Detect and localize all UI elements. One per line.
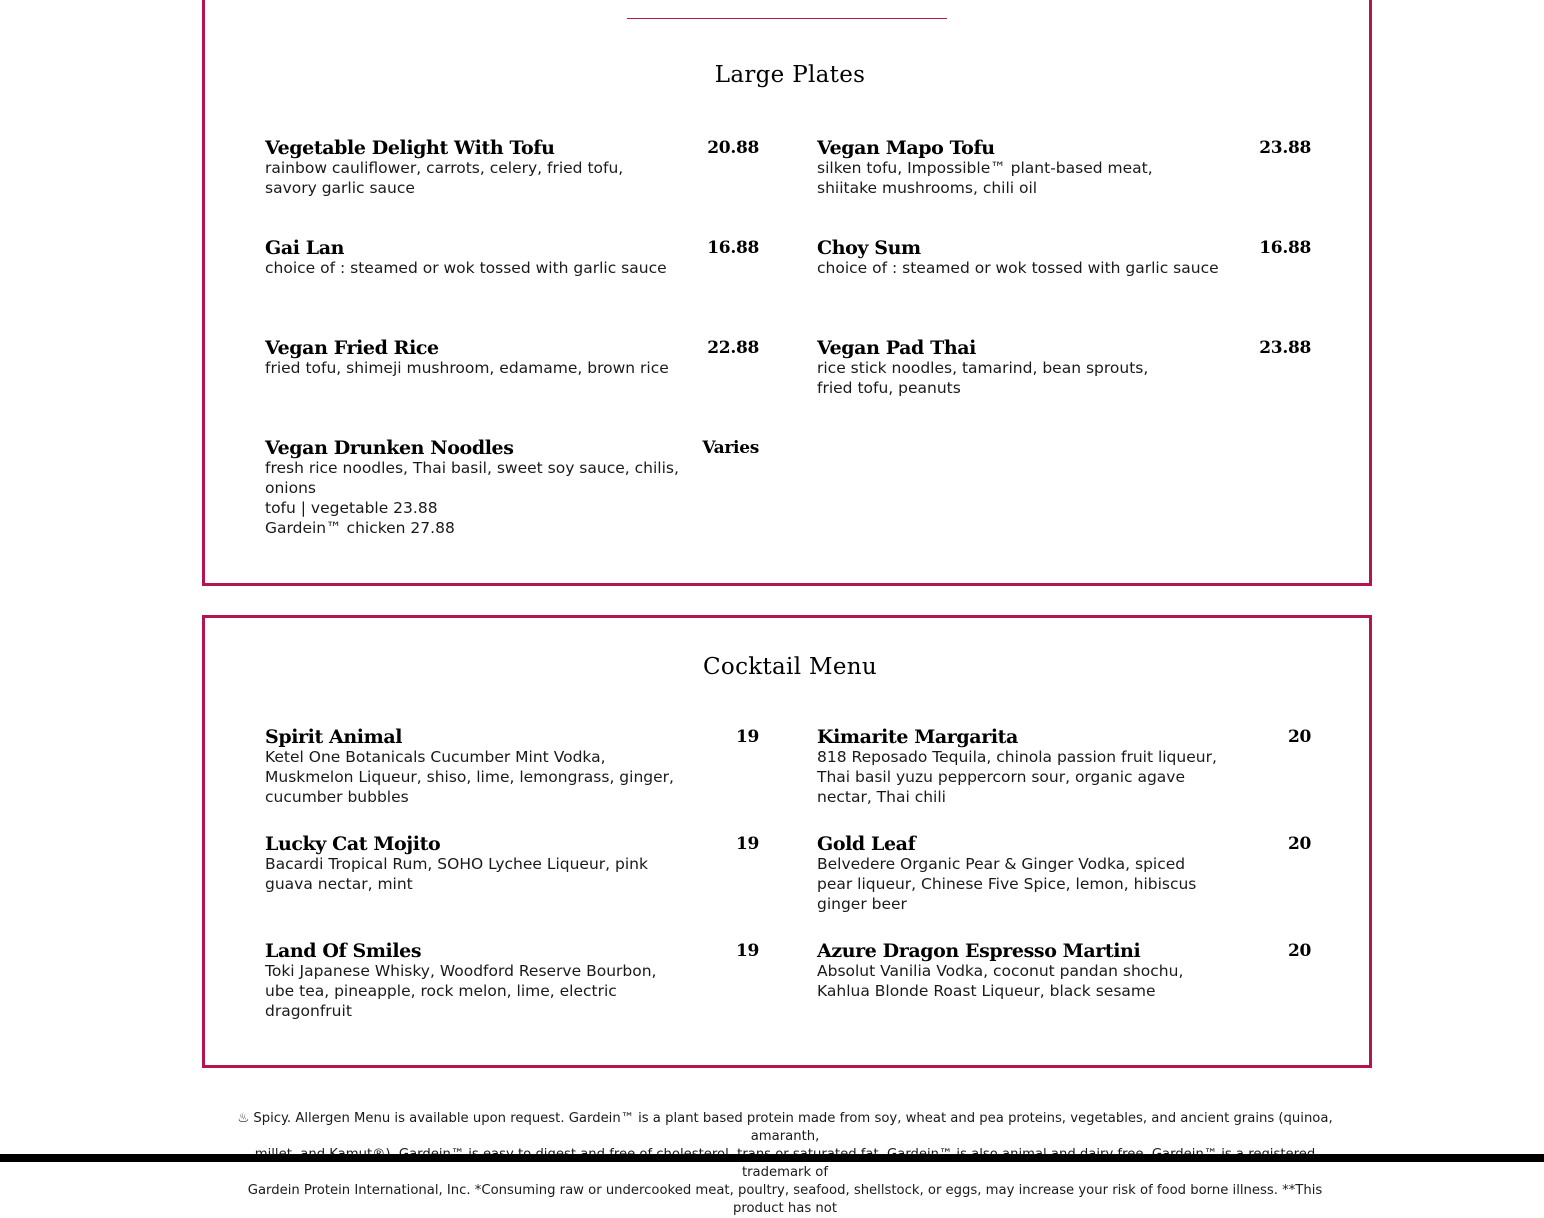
- item-name: Vegan Pad Thai: [817, 337, 976, 359]
- large-plates-section: [202, 0, 1372, 586]
- item-price: 19: [735, 727, 759, 747]
- item-price: 16.88: [1259, 238, 1311, 258]
- item-description: rainbow cauliflower, carrots, celery, fried tofu, savory garlic sauce: [265, 159, 624, 197]
- item-description: 818 Reposado Tequila, chinola passion fruit liqueur, Thai basil yuzu peppercorn sour, organic agave nectar, Thai chili: [817, 748, 1217, 806]
- item-name: Vegan Fried Rice: [265, 337, 439, 359]
- item-description: Bacardi Tropical Rum, SOHO Lychee Liqueur, pink guava nectar, mint: [265, 855, 648, 893]
- footnote-line: ♨ Spicy. Allergen Menu is available upon request. Gardein™ is a plant based protein made from soy, wheat and pea proteins, vegetables, and ancient grains (quinoa, amaranth,: [237, 1111, 1333, 1144]
- item-price: 20: [1287, 834, 1311, 854]
- item-description: choice of : steamed or wok tossed with garlic sauce: [265, 259, 667, 277]
- item-price: 20: [1287, 941, 1311, 961]
- item-name: Gai Lan: [265, 237, 345, 259]
- item-price: 22.88: [707, 338, 759, 358]
- item-description: fresh rice noodles, Thai basil, sweet soy sauce, chilis, onions tofu | vegetable 23.88 Gardein™ chicken 27.88: [265, 459, 679, 537]
- item-description: Ketel One Botanicals Cucumber Mint Vodka, Muskmelon Liqueur, shiso, lime, lemongrass, ginger, cucumber bubbles: [265, 748, 674, 806]
- item-price: 19: [735, 834, 759, 854]
- item-description: Absolut Vanilia Vodka, coconut pandan shochu, Kahlua Blonde Roast Liqueur, black sesame: [817, 962, 1184, 1000]
- item-description: fried tofu, shimeji mushroom, edamame, brown rice: [265, 359, 669, 377]
- item-price: 23.88: [1259, 338, 1311, 358]
- section-title-cocktail-menu: Cocktail Menu: [703, 654, 877, 680]
- item-name: Kimarite Margarita: [817, 726, 1018, 748]
- divider: [627, 18, 947, 19]
- section-title-large-plates: Large Plates: [714, 62, 866, 88]
- item-price: 20.88: [707, 138, 759, 158]
- item-description: Toki Japanese Whisky, Woodford Reserve Bourbon, ube tea, pineapple, rock melon, lime, electric dragonfruit: [265, 962, 657, 1020]
- footnote-line: trademark of: [741, 1165, 829, 1180]
- item-price: 19: [735, 941, 759, 961]
- item-name: Azure Dragon Espresso Martini: [817, 940, 1141, 962]
- footnote-line: Gardein Protein International, Inc. *Consuming raw or undercooked meat, poultry, seafood, shellstock, or eggs, may increase your risk of food borne illness. **This product has not: [247, 1183, 1323, 1216]
- footnote: [230, 1110, 1340, 1218]
- item-price: 16.88: [707, 238, 759, 258]
- item-description: Belvedere Organic Pear & Ginger Vodka, spiced pear liqueur, Chinese Five Spice, lemon, hibiscus ginger beer: [817, 855, 1197, 913]
- item-name: Lucky Cat Mojito: [265, 833, 441, 855]
- item-price: 23.88: [1259, 138, 1311, 158]
- item-description: silken tofu, Impossible™ plant-based meat, shiitake mushrooms, chili oil: [817, 159, 1153, 197]
- item-description: rice stick noodles, tamarind, bean sprouts, fried tofu, peanuts: [817, 359, 1149, 397]
- item-name: Vegan Drunken Noodles: [265, 437, 514, 459]
- item-name: Vegan Mapo Tofu: [817, 137, 995, 159]
- item-name: Vegetable Delight With Tofu: [265, 137, 555, 159]
- item-name: Spirit Animal: [265, 726, 403, 748]
- cocktail-menu-section: [202, 615, 1372, 1068]
- item-name: Choy Sum: [817, 237, 921, 259]
- item-price: 20: [1287, 727, 1311, 747]
- bottom-bar: [0, 1154, 1544, 1162]
- item-price: Varies: [702, 438, 759, 458]
- item-name: Gold Leaf: [817, 833, 916, 855]
- item-description: choice of : steamed or wok tossed with garlic sauce: [817, 259, 1219, 277]
- item-name: Land Of Smiles: [265, 940, 422, 962]
